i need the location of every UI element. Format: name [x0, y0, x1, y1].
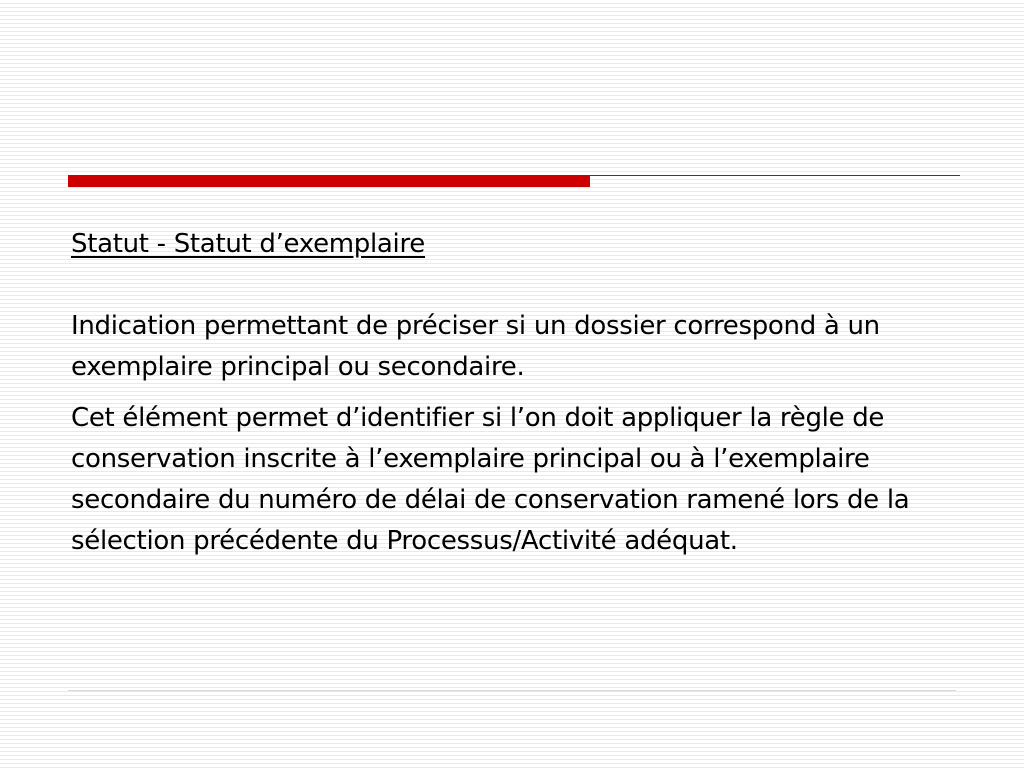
- paragraph-definition: Indication permettant de préciser si un dossier correspond à un exemplaire principal ou secondaire.: [71, 311, 880, 382]
- title-accent-line: [590, 175, 960, 176]
- title-accent-bar: [68, 175, 590, 187]
- paragraph-explanation: Cet élément permet d’identifier si l’on doit appliquer la règle de conservation inscrite à l’exemplaire principal ou à l’exemplaire secondaire du numéro de délai de conservation ramené lors de la sélection précédente du Processus/Activité adéquat.: [71, 403, 910, 556]
- slide-heading: Statut - Statut d’exemplaire: [71, 229, 425, 259]
- slide-content: [71, 224, 961, 562]
- footer-divider: [68, 690, 956, 691]
